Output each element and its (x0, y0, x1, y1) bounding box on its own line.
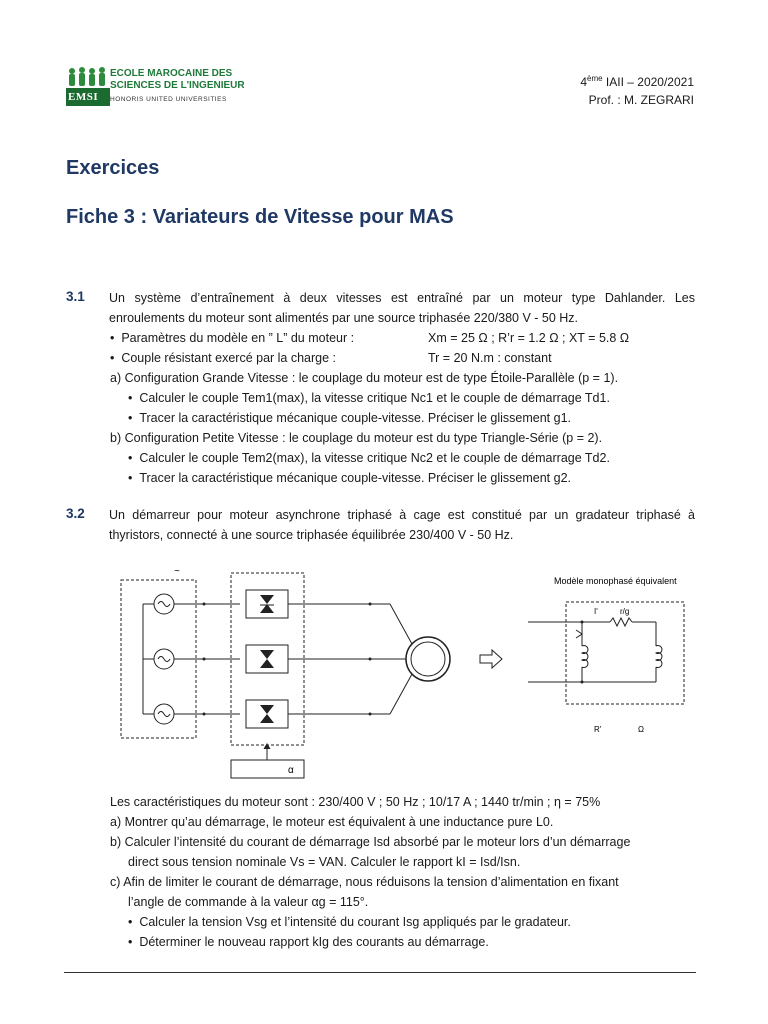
ex31-part-a-2: • Tracer la caractéristique mécanique couple-vitesse. Préciser le glissement g1. (128, 411, 571, 425)
ex32-part-c-2: • Déterminer le nouveau rapport kIg des courants au démarrage. (128, 935, 489, 949)
ex32-part-b-line2: direct sous tension nominale Vs = VAN. Calculer le rapport kI = Isd/Isn. (128, 855, 521, 869)
class-year: 4ème IAII – 2020/2021 (580, 74, 694, 89)
ex32-motor-characteristics: Les caractéristiques du moteur sont : 230/400 V ; 50 Hz ; 10/17 A ; 1440 tr/min ; η = 75% (110, 795, 601, 809)
ex32-part-c-line2: l’angle de commande à la valeur αg = 115°. (128, 895, 369, 909)
ex31-params-value: Xm = 25 Ω ; R’r = 1.2 Ω ; XT = 5.8 Ω (428, 331, 630, 345)
ex31-part-b: b) Configuration Petite Vitesse : le couplage du moteur est du type Triangle-Série (p = 2). (110, 431, 603, 445)
header-info (580, 70, 694, 109)
model-current-label: I' (594, 607, 598, 616)
footer-rule (64, 972, 696, 973)
exercise-3-1-intro: Un système d’entraînement à deux vitesses est entraîné par un moteur type Dahlander. Les enroulements du moteur sont alimentés par une source triphasée 220/380 V - 50 Hz. (109, 291, 695, 325)
exercise-3-2-intro: Un démarreur pour moteur asynchrone triphasé à cage est constitué par un gradateur triphasé à thyristors, connecté à une source triphasée équilibrée 230/400 V - 50 Hz. (109, 508, 695, 542)
ex32-part-c-1: • Calculer la tension Vsg et l’intensité du courant Isg appliqués par le gradateur. (128, 915, 571, 929)
model-omega-label: Ω (638, 725, 644, 734)
ex31-load-value: Tr = 20 N.m : constant (428, 351, 552, 365)
ex31-part-a-1: • Calculer le couple Tem1(max), la vitesse critique Nc1 et le couple de démarrage Td1. (128, 391, 610, 405)
ex32-part-c-line1: c) Afin de limiter le courant de démarrage, nous réduisons la tension d’alimentation en fixant (110, 875, 619, 889)
professor: Prof. : M. ZEGRARI (588, 93, 694, 107)
logo-abbrev: EMSI (68, 91, 99, 103)
ex31-bullet-load: • Couple résistant exercé par la charge : (110, 351, 337, 365)
school-name-line1: ECOLE MAROCAINE DES (110, 68, 233, 79)
source-tilde: ~ (174, 566, 180, 577)
section-title: Exercices (66, 157, 160, 179)
school-tagline: HONORIS UNITED UNIVERSITIES (110, 96, 227, 103)
ex32-part-a: a) Montrer qu’au démarrage, le moteur est équivalent à une inductance pure L0. (110, 815, 554, 829)
gradateur-circuit-diagram (110, 562, 710, 780)
ex31-bullet-params: • Paramètres du modèle en ” L” du moteur : (110, 331, 355, 345)
sheet-title: Fiche 3 : Variateurs de Vitesse pour MAS (66, 206, 454, 228)
exercise-number-3-1: 3.1 (66, 289, 85, 304)
ex31-part-b-2: • Tracer la caractéristique mécanique couple-vitesse. Préciser le glissement g2. (128, 471, 571, 485)
ex32-part-b-line1: b) Calculer l’intensité du courant de démarrage Isd absorbé par le moteur lors d’un démarrage (110, 835, 631, 849)
control-alpha: α (288, 765, 294, 776)
ex31-part-b-1: • Calculer le couple Tem2(max), la vitesse critique Nc2 et le couple de démarrage Td2. (128, 451, 610, 465)
school-name (110, 68, 245, 92)
model-rg-label: r/g (620, 607, 630, 616)
model-title: Modèle monophasé équivalent (554, 576, 677, 586)
ex31-part-a: a) Configuration Grande Vitesse : le couplage du moteur est de type Étoile-Parallèle (p = 1). (110, 371, 619, 385)
exercise-number-3-2: 3.2 (66, 506, 85, 521)
school-name-line2: SCIENCES DE L'INGENIEUR (110, 80, 245, 91)
model-r-label: R' (594, 725, 602, 734)
